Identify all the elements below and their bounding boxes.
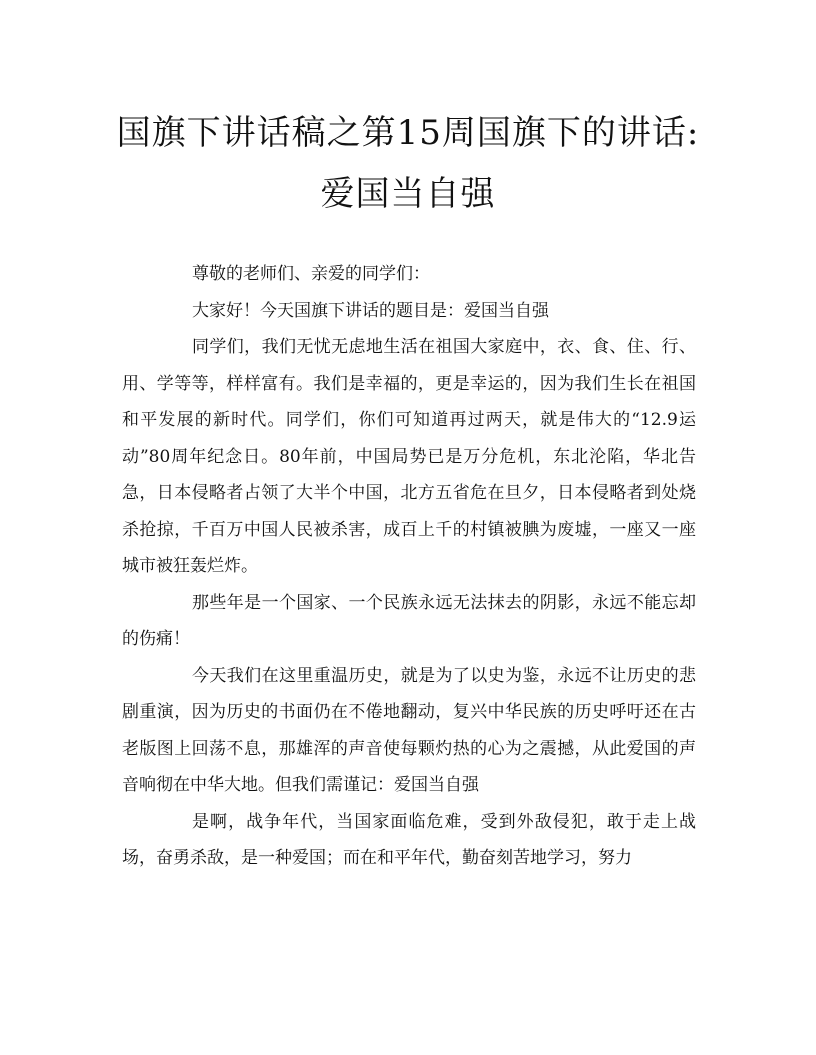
document-title-line1: 国旗下讲话稿之第15周国旗下的讲话: — [116, 113, 700, 153]
body-paragraph: 今天我们在这里重温历史，就是为了以史为鉴，永远不让历史的悲剧重演，因为历史的书面仍在不倦地翻动，复兴中华民族的历史呼吁还在古老版图上回荡不息，那雄浑的声音使每颗灼热的心为之震撼，从此爱国的声音响彻在中华大地。但我们需谨记：爱国当自强 — [122, 665, 696, 795]
body-paragraph: 同学们，我们无忧无虑地生活在祖国大家庭中，衣、食、住、行、用、学等等，样样富有。我们是幸福的，更是幸运的，因为我们生长在祖国和平发展的新时代。同学们，你们可知道再过两天，就是伟大的“12.9运动”80周年纪念日。80年前，中国局势已是万分危机，东北沦陷，华北告急，日本侵略者占领了大半个中国，北方五省危在旦夕，日本侵略者到处烧杀抢掠，千百万中国人民被杀害，成百上千的村镇被腆为废墟，一座又一座城市被狂轰烂炸。 — [122, 337, 696, 576]
salutation-paragraph: 尊敬的老师们、亲爱的同学们： — [192, 264, 430, 284]
document-title-line2: 爱国当自强 — [320, 174, 496, 214]
body-paragraph: 那些年是一个国家、一个民族永远无法抹去的阴影，永远不能忘却的伤痛！ — [122, 592, 696, 649]
document-body — [122, 256, 696, 877]
greeting-paragraph: 大家好！今天国旗下讲话的题目是：爱国当自强 — [192, 300, 549, 321]
body-paragraph: 是啊，战争年代，当国家面临危难，受到外敌侵犯，敢于走上战场，奋勇杀敌，是一种爱国；而在和平年代，勤奋刻苦地学习，努力 — [122, 811, 696, 868]
